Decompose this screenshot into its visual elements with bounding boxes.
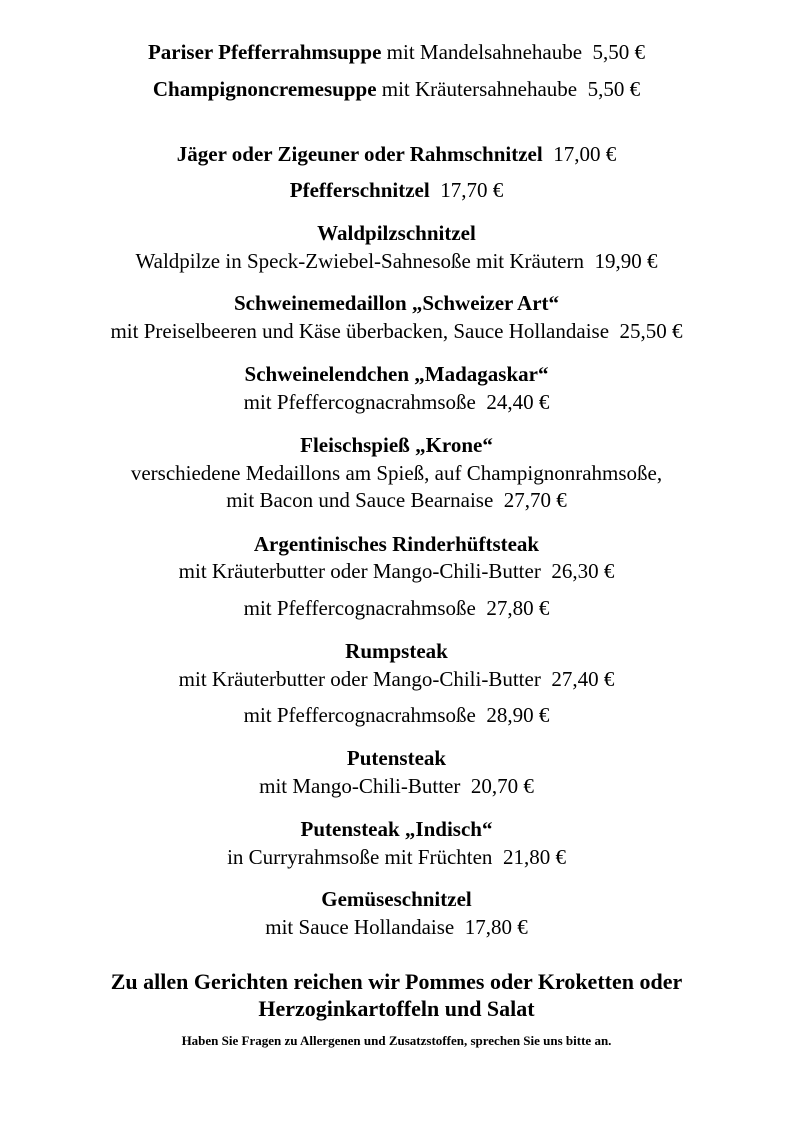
dish-description: Waldpilze in Speck-Zwiebel-Sahnesoße mit Kräutern	[135, 249, 584, 273]
soup-item-1	[0, 40, 793, 64]
dish-name: Champignoncremesuppe	[152, 77, 377, 101]
dish-putensteak-title	[0, 746, 793, 770]
dish-price: 27,80 €	[486, 596, 550, 620]
dish-name: Waldpilzschnitzel	[317, 221, 476, 245]
dish-price: 5,50 €	[592, 40, 646, 64]
dish-name: Putensteak	[346, 746, 447, 770]
dish-description: in Curryrahmsoße mit Früchten	[227, 845, 493, 869]
dish-price: 28,90 €	[486, 703, 550, 727]
dish-gemuese-title	[0, 887, 793, 911]
dish-price: 19,90 €	[594, 249, 658, 273]
dish-indisch-title	[0, 817, 793, 841]
dish-rumpsteak-desc-2	[0, 703, 793, 727]
dish-krone-desc-2	[0, 488, 793, 512]
dish-description: mit Mandelsahnehaube	[386, 40, 583, 64]
dish-price: 17,00 €	[553, 142, 617, 166]
dish-waldpilz-title	[0, 221, 793, 245]
dish-price: 27,40 €	[551, 667, 615, 691]
dish-argentinisch-title	[0, 532, 793, 556]
footer-side-dishes-line-2: Herzoginkartoffeln und Salat	[258, 996, 535, 1021]
dish-indisch-desc	[0, 845, 793, 869]
dish-name: Putensteak „Indisch“	[300, 817, 493, 841]
footer-side-dishes-line-1: Zu allen Gerichten reichen wir Pommes oder Kroketten oder	[110, 969, 683, 994]
dish-madagaskar-title	[0, 362, 793, 386]
dish-putensteak-desc	[0, 774, 793, 798]
dish-name: Schweinelendchen „Madagaskar“	[244, 362, 549, 386]
dish-krone-title	[0, 433, 793, 457]
allergen-note: Haben Sie Fragen zu Allergenen und Zusatzstoffen, sprechen Sie uns bitte an.	[181, 1033, 612, 1048]
dish-schweizer-title	[0, 291, 793, 315]
dish-name: Pariser Pfefferrahmsuppe	[147, 40, 382, 64]
dish-description: mit Kräuterbutter oder Mango-Chili-Butter	[178, 559, 541, 583]
dish-name: Argentinisches Rinderhüftsteak	[253, 532, 540, 556]
dish-name: Fleischspieß „Krone“	[300, 433, 493, 457]
dish-argentinisch-desc-2	[0, 596, 793, 620]
dish-name: Schweinemedaillon „Schweizer Art“	[233, 291, 560, 315]
dish-jaeger	[0, 142, 793, 166]
dish-price: 17,70 €	[440, 178, 504, 202]
dish-name: Rumpsteak	[345, 639, 448, 663]
dish-price: 25,50 €	[619, 319, 683, 343]
dish-rumpsteak-desc-1	[0, 667, 793, 691]
dish-krone-desc-1	[0, 461, 793, 485]
dish-name: Jäger oder Zigeuner oder Rahmschnitzel	[176, 142, 543, 166]
dish-schweizer-desc	[0, 319, 793, 343]
dish-price: 27,70 €	[503, 488, 567, 512]
dish-name: Gemüseschnitzel	[321, 887, 472, 911]
dish-price: 5,50 €	[587, 77, 641, 101]
dish-description: mit Kräuterbutter oder Mango-Chili-Butter	[178, 667, 541, 691]
dish-waldpilz-desc	[0, 249, 793, 273]
dish-argentinisch-desc-1	[0, 559, 793, 583]
dish-price: 24,40 €	[486, 390, 550, 414]
dish-rumpsteak-title	[0, 639, 793, 663]
dish-price: 21,80 €	[502, 845, 566, 869]
dish-description: mit Sauce Hollandaise	[265, 915, 455, 939]
dish-description: mit Mango-Chili-Butter	[259, 774, 461, 798]
dish-price: 26,30 €	[551, 559, 615, 583]
dish-gemuese-desc	[0, 915, 793, 939]
dish-price: 17,80 €	[464, 915, 528, 939]
dish-description: mit Pfeffercognacrahmsoße	[243, 596, 476, 620]
dish-description: verschiedene Medaillons am Spieß, auf Champignonrahmsoße,	[130, 461, 663, 485]
dish-pfefferschnitzel	[0, 178, 793, 202]
dish-madagaskar-desc	[0, 390, 793, 414]
dish-description: mit Pfeffercognacrahmsoße	[243, 703, 476, 727]
dish-description: mit Preiselbeeren und Käse überbacken, Sauce Hollandaise	[110, 319, 610, 343]
soup-item-2	[0, 77, 793, 101]
dish-name: Pfefferschnitzel	[289, 178, 430, 202]
dish-description: mit Pfeffercognacrahmsoße	[243, 390, 476, 414]
dish-description: mit Kräutersahnehaube	[381, 77, 578, 101]
dish-description: mit Bacon und Sauce Bearnaise	[226, 488, 494, 512]
dish-price: 20,70 €	[470, 774, 534, 798]
